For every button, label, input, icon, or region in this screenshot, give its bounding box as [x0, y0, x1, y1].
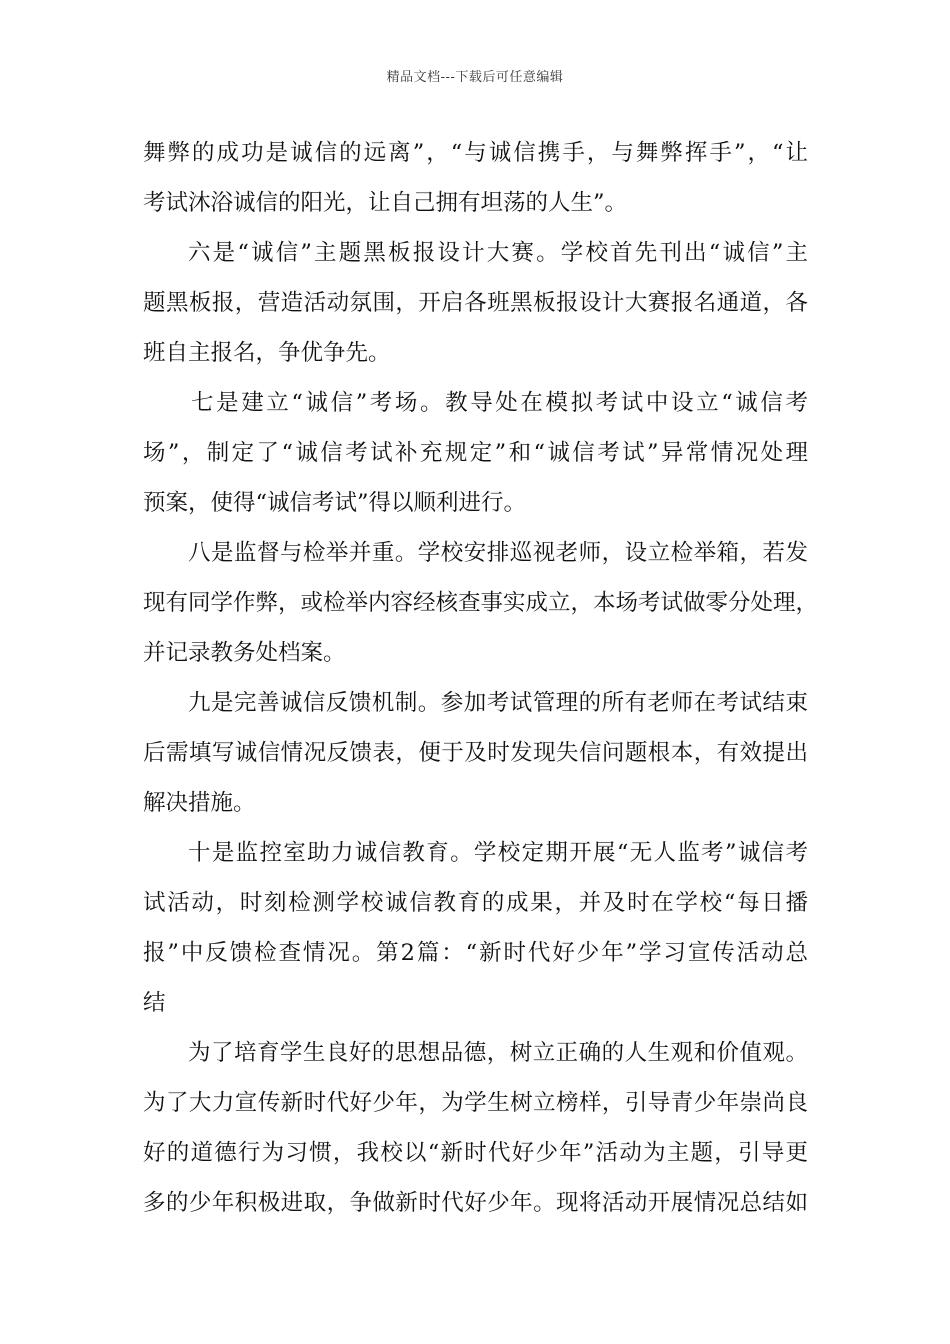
text-line: 报”中反馈检查情况。第2篇：“新时代好少年”学习宣传活动总 [143, 940, 808, 966]
text-line: 班自主报名，争优争先。 [143, 340, 391, 366]
text-line: 预案，使得“诚信考试”得以顺利进行。 [143, 490, 527, 516]
text-line: 十是监控室助力诚信教育。学校定期开展“无人监考”诚信考 [188, 840, 808, 866]
page-header: 精品文档---下载后可任意编辑 [386, 70, 564, 85]
text-line: 试活动，时刻检测学校诚信教育的成果，并及时在学校“每日播 [143, 890, 808, 916]
text-line: 后需填写诚信情况反馈表，便于及时发现失信问题根本，有效提出 [143, 740, 808, 766]
text-line: 场”，制定了“诚信考试补充规定”和“诚信考试”异常情况处理 [143, 440, 808, 466]
text-line: 考试沐浴诚信的阳光，让自己拥有坦荡的人生”。 [143, 190, 628, 216]
text-line: 并记录教务处档案。 [143, 640, 346, 666]
text-line: 结 [143, 990, 166, 1016]
text-line: 解决措施。 [143, 790, 256, 816]
text-line: 为了培育学生良好的思想品德，树立正确的人生观和价值观。 [188, 1040, 808, 1066]
text-line: 好的道德行为习惯，我校以“新时代好少年”活动为主题，引导更 [143, 1140, 808, 1166]
text-line: 七是建立“诚信”考场。教导处在模拟考试中设立“诚信考 [191, 390, 808, 416]
text-line: 八是监督与检举并重。学校安排巡视老师，设立检举箱，若发 [188, 540, 808, 566]
text-line: 多的少年积极进取，争做新时代好少年。现将活动开展情况总结如 [143, 1190, 808, 1216]
text-line: 现有同学作弊，或检举内容经核查事实成立，本场考试做零分处理， [143, 590, 819, 616]
document-body [143, 128, 819, 1228]
text-line: 舞弊的成功是诚信的远离”，“与诚信携手，与舞弊挥手”，“让 [143, 140, 808, 166]
text-line: 六是“诚信”主题黑板报设计大赛。学校首先刊出“诚信”主 [188, 240, 808, 266]
text-line: 题黑板报，营造活动氛围，开启各班黑板报设计大赛报名通道，各 [143, 290, 808, 316]
text-line: 为了大力宣传新时代好少年，为学生树立榜样，引导青少年崇尚良 [143, 1090, 808, 1116]
text-line: 九是完善诚信反馈机制。参加考试管理的所有老师在考试结束 [188, 690, 808, 716]
